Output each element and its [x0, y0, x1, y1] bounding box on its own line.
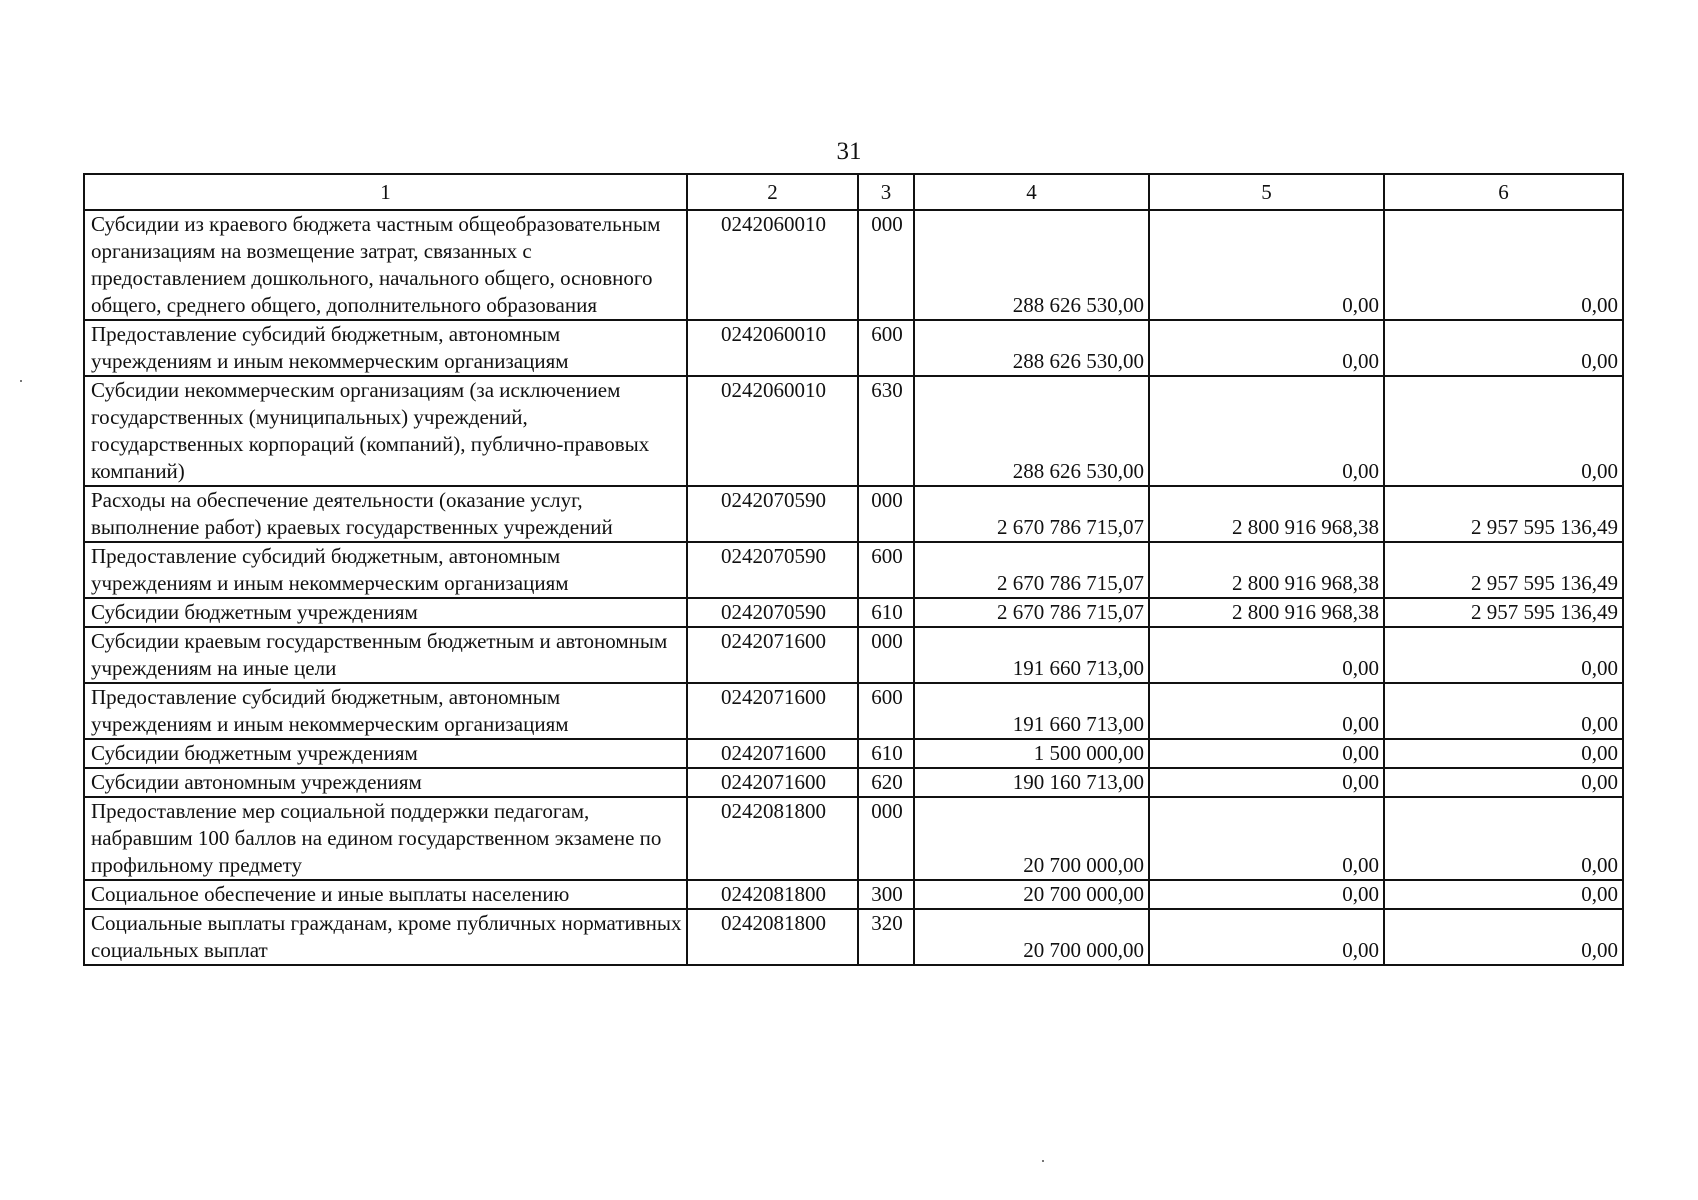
- budget-table: [83, 173, 1624, 966]
- expense-name: Предоставление субсидий бюджетным, автономным учреждениям и иным некоммерческим организациям: [84, 683, 687, 739]
- expense-type-code: 000: [858, 797, 914, 880]
- amount-col-4: 1 500 000,00: [914, 739, 1149, 768]
- amount-col-4: 2 670 786 715,07: [914, 598, 1149, 627]
- amount-col-6: 0,00: [1384, 909, 1623, 965]
- amount-col-6: 2 957 595 136,49: [1384, 486, 1623, 542]
- table-row: [84, 376, 1623, 486]
- amount-col-5: 2 800 916 968,38: [1149, 598, 1384, 627]
- expense-name: Субсидии бюджетным учреждениям: [84, 739, 687, 768]
- table-row: [84, 880, 1623, 909]
- page-number: 31: [836, 138, 862, 165]
- target-article-code: 0242081800: [687, 909, 858, 965]
- table-row: [84, 739, 1623, 768]
- target-article-code: 0242081800: [687, 880, 858, 909]
- target-article-code: 0242060010: [687, 320, 858, 376]
- table-row: [84, 598, 1623, 627]
- amount-col-6: 2 957 595 136,49: [1384, 542, 1623, 598]
- amount-col-6: 0,00: [1384, 210, 1623, 320]
- target-article-code: 0242070590: [687, 542, 858, 598]
- amount-col-5: 0,00: [1149, 210, 1384, 320]
- amount-col-5: 0,00: [1149, 797, 1384, 880]
- expense-type-code: 610: [858, 598, 914, 627]
- table-row: [84, 909, 1623, 965]
- expense-name: Субсидии бюджетным учреждениям: [84, 598, 687, 627]
- column-header: 4: [914, 174, 1149, 210]
- target-article-code: 0242081800: [687, 797, 858, 880]
- amount-col-5: 0,00: [1149, 627, 1384, 683]
- target-article-code: 0242060010: [687, 210, 858, 320]
- table-row: [84, 797, 1623, 880]
- amount-col-6: 0,00: [1384, 627, 1623, 683]
- amount-col-5: 0,00: [1149, 683, 1384, 739]
- amount-col-6: 2 957 595 136,49: [1384, 598, 1623, 627]
- expense-type-code: 000: [858, 210, 914, 320]
- amount-col-5: 0,00: [1149, 320, 1384, 376]
- amount-col-5: 0,00: [1149, 739, 1384, 768]
- expense-name: Субсидии некоммерческим организациям (за исключением государственных (муниципальных) учреждений, государственных корпораций (компаний), публично-правовых компаний): [84, 376, 687, 486]
- amount-col-5: 0,00: [1149, 376, 1384, 486]
- target-article-code: 0242070590: [687, 486, 858, 542]
- amount-col-5: 2 800 916 968,38: [1149, 486, 1384, 542]
- expense-type-code: 600: [858, 320, 914, 376]
- expense-name: Предоставление мер социальной поддержки педагогам, набравшим 100 баллов на едином государственном экзамене по профильному предмету: [84, 797, 687, 880]
- table-row: [84, 542, 1623, 598]
- table-row: [84, 768, 1623, 797]
- expense-type-code: 610: [858, 739, 914, 768]
- amount-col-4: 288 626 530,00: [914, 210, 1149, 320]
- expense-name: Субсидии из краевого бюджета частным общеобразовательным организациям на возмещение затрат, связанных с предоставлением дошкольного, начального общего, основного общего, среднего общего, дополнительного образования: [84, 210, 687, 320]
- amount-col-6: 0,00: [1384, 797, 1623, 880]
- scan-speck: [20, 380, 22, 382]
- amount-col-6: 0,00: [1384, 739, 1623, 768]
- expense-name: Предоставление субсидий бюджетным, автономным учреждениям и иным некоммерческим организациям: [84, 320, 687, 376]
- target-article-code: 0242070590: [687, 598, 858, 627]
- amount-col-6: 0,00: [1384, 880, 1623, 909]
- amount-col-4: 2 670 786 715,07: [914, 486, 1149, 542]
- expense-type-code: 320: [858, 909, 914, 965]
- table-row: [84, 683, 1623, 739]
- amount-col-4: 20 700 000,00: [914, 797, 1149, 880]
- column-header: 6: [1384, 174, 1623, 210]
- amount-col-5: 2 800 916 968,38: [1149, 542, 1384, 598]
- table-row: [84, 627, 1623, 683]
- target-article-code: 0242071600: [687, 683, 858, 739]
- expense-type-code: 000: [858, 486, 914, 542]
- amount-col-4: 2 670 786 715,07: [914, 542, 1149, 598]
- amount-col-4: 20 700 000,00: [914, 880, 1149, 909]
- target-article-code: 0242071600: [687, 627, 858, 683]
- expense-type-code: 600: [858, 683, 914, 739]
- column-header: 3: [858, 174, 914, 210]
- amount-col-4: 288 626 530,00: [914, 320, 1149, 376]
- table-header-row: [84, 174, 1623, 210]
- column-header: 2: [687, 174, 858, 210]
- target-article-code: 0242071600: [687, 739, 858, 768]
- table-row: [84, 486, 1623, 542]
- amount-col-4: 191 660 713,00: [914, 627, 1149, 683]
- amount-col-5: 0,00: [1149, 909, 1384, 965]
- expense-name: Социальное обеспечение и иные выплаты населению: [84, 880, 687, 909]
- expense-name: Расходы на обеспечение деятельности (оказание услуг, выполнение работ) краевых государственных учреждений: [84, 486, 687, 542]
- amount-col-4: 190 160 713,00: [914, 768, 1149, 797]
- column-header: 1: [84, 174, 687, 210]
- amount-col-4: 288 626 530,00: [914, 376, 1149, 486]
- expense-name: Субсидии автономным учреждениям: [84, 768, 687, 797]
- expense-type-code: 000: [858, 627, 914, 683]
- scan-speck: [1042, 1160, 1044, 1162]
- amount-col-4: 20 700 000,00: [914, 909, 1149, 965]
- amount-col-6: 0,00: [1384, 320, 1623, 376]
- amount-col-6: 0,00: [1384, 683, 1623, 739]
- amount-col-5: 0,00: [1149, 768, 1384, 797]
- expense-type-code: 300: [858, 880, 914, 909]
- expense-name: Социальные выплаты гражданам, кроме публичных нормативных социальных выплат: [84, 909, 687, 965]
- amount-col-6: 0,00: [1384, 376, 1623, 486]
- expense-type-code: 600: [858, 542, 914, 598]
- target-article-code: 0242071600: [687, 768, 858, 797]
- expense-name: Субсидии краевым государственным бюджетным и автономным учреждениям на иные цели: [84, 627, 687, 683]
- table-row: [84, 210, 1623, 320]
- expense-type-code: 620: [858, 768, 914, 797]
- amount-col-6: 0,00: [1384, 768, 1623, 797]
- expense-name: Предоставление субсидий бюджетным, автономным учреждениям и иным некоммерческим организациям: [84, 542, 687, 598]
- amount-col-5: 0,00: [1149, 880, 1384, 909]
- amount-col-4: 191 660 713,00: [914, 683, 1149, 739]
- table-row: [84, 320, 1623, 376]
- column-header: 5: [1149, 174, 1384, 210]
- target-article-code: 0242060010: [687, 376, 858, 486]
- expense-type-code: 630: [858, 376, 914, 486]
